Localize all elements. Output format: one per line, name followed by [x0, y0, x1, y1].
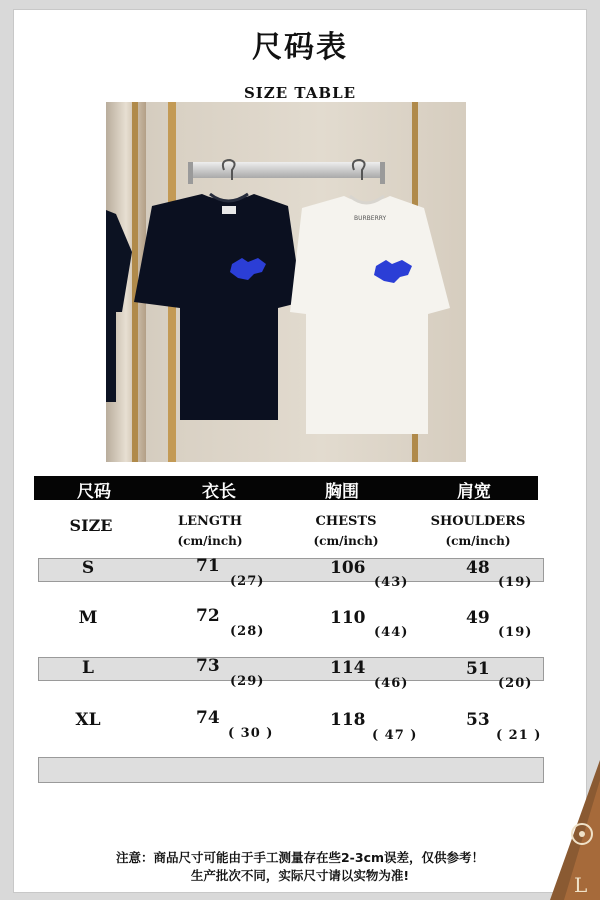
header-size-cn: 尺码: [77, 482, 111, 502]
product-photo: [106, 102, 466, 462]
shoulder-value: 48: [466, 558, 490, 578]
shoulder-inch: (19): [498, 575, 533, 590]
corner-logo-badge: [530, 760, 600, 900]
white-tshirt: [290, 196, 450, 434]
chest-inch: (44): [374, 625, 409, 640]
length-inch: (27): [230, 574, 265, 589]
batch-note: 生产批次不同，实际尺寸请以实物为准!: [190, 868, 410, 883]
shoulder-value: 51: [466, 659, 490, 679]
table-header-bar: [34, 476, 538, 500]
length-value: 72: [196, 606, 220, 626]
size-cell: S: [81, 558, 95, 578]
unit-shoulder: (cm/inch): [445, 534, 511, 548]
unit-length: (cm/inch): [177, 534, 243, 548]
row-stripe: [38, 757, 544, 783]
shoulder-inch: (20): [498, 676, 533, 691]
length-inch: (29): [230, 674, 265, 689]
header-chest-cn: 胸围: [325, 482, 359, 502]
shoulder-value: 49: [466, 608, 490, 628]
length-value: 74: [196, 708, 220, 728]
header-chest-en: CHESTS: [315, 514, 377, 529]
chest-value: 114: [330, 658, 366, 678]
header-length-en: LENGTH: [178, 514, 242, 529]
header-shoulder-cn: 肩宽: [457, 482, 491, 502]
chest-inch: ( 47 ): [372, 728, 418, 743]
header-size-en: SIZE: [69, 516, 113, 535]
page-subtitle: SIZE TABLE: [243, 84, 357, 102]
unit-chest: (cm/inch): [313, 534, 379, 548]
disclaimer-note: 注意：商品尺寸可能由于手工测量存在些2-3cm误差，仅供参考！: [115, 850, 485, 865]
length-value: 71: [196, 556, 220, 576]
header-length-cn: 衣长: [202, 482, 236, 502]
page-title: 尺码表: [252, 30, 348, 65]
chest-value: 110: [330, 608, 366, 628]
size-cell: L: [82, 658, 94, 678]
length-inch: (28): [230, 624, 265, 639]
svg-text:L: L: [574, 873, 588, 897]
size-cell: M: [78, 608, 98, 628]
black-tshirt: [134, 194, 302, 420]
header-shoulder-en: SHOULDERS: [430, 514, 526, 529]
shoulder-inch: (19): [498, 625, 533, 640]
shoulder-inch: ( 21 ): [496, 728, 542, 743]
length-inch: ( 30 ): [228, 726, 274, 741]
size-cell: XL: [75, 710, 101, 730]
chest-inch: (43): [374, 575, 409, 590]
chest-value: 106: [330, 558, 366, 578]
chest-value: 118: [330, 710, 366, 730]
neck-label-text: BURBERRY: [354, 215, 387, 222]
chest-inch: (46): [374, 676, 409, 691]
shoulder-value: 53: [466, 710, 490, 730]
length-value: 73: [196, 656, 220, 676]
